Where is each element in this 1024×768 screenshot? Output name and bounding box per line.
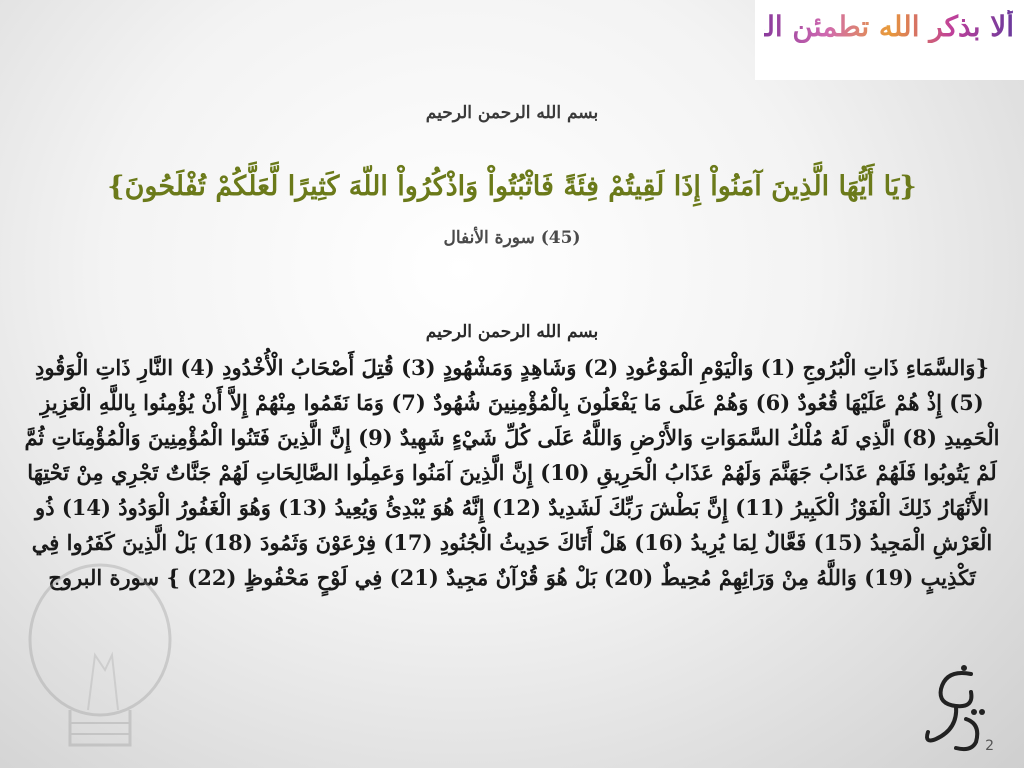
surah-text: {وَالسَّمَاءِ ذَاتِ الْبُرُوجِ (1) وَالْيَوْمِ الْمَوْعُودِ (2) وَشَاهِدٍ وَمَشْهُودٍ (3) قُتِلَ أَصْحَابُ الْأُخْدُودِ (4) النَّارِ ذَاتِ الْوَقُودِ (5) إِذْ هُمْ عَلَيْهَا قُعُودٌ (6) وَهُمْ عَلَى مَا يَفْعَلُونَ بِالْمُؤْمِنِينَ شُهُودٌ (7) وَمَا نَقَمُوا مِنْهُمْ إِلاَّ أَنْ يُؤْمِنُوا بِاللَّهِ الْعَزِيزِ الْحَمِيدِ (8) الَّذِي لَهُ مُلْكُ السَّمَوَاتِ وَالأَرْضِ وَاللَّهُ عَلَى كُلِّ شَيْءٍ شَهِيدٌ (9) إِنَّ الَّذِينَ فَتَنُوا الْمُؤْمِنِينَ وَالْمُؤْمِنَاتِ ثُمَّ لَمْ يَتُوبُوا فَلَهُمْ عَذَابُ جَهَنَّمَ وَلَهُمْ عَذَابُ الْحَرِيقِ (10) إِنَّ الَّذِينَ آمَنُوا وَعَمِلُوا الصَّالِحَاتِ لَهُمْ جَنَّاتٌ تَجْرِي مِنْ تَحْتِهَا الأَنْهَارُ ذَلِكَ الْفَوْزُ الْكَبِيرُ (11) إِنَّ بَطْشَ رَبِّكَ لَشَدِيدٌ (12) إِنَّهُ هُوَ يُبْدِئُ وَيُعِيدُ (13) وَهُوَ الْغَفُورُ الْوَدُودُ (14) ذُو الْعَرْشِ الْمَجِيدُ (15) فَعَّالٌ لِمَا يُرِيدُ (16) هَلْ أَتَاكَ حَدِيثُ الْجُنُودِ (17) فِرْعَوْنَ وَثَمُودَ (18) بَلْ الَّذِينَ كَفَرُوا فِي تَكْذِيبٍ (19) وَاللَّهُ مِنْ وَرَائِهِمْ مُحِيطٌ (20) بَلْ هُوَ قُرْآنٌ مَجِيدٌ (21) فِي لَوْحٍ مَحْفُوظٍ (22) } سورة البروج [24, 355, 1000, 590]
lightbulb-icon [0, 560, 220, 768]
verse-reference: (45) سورة الأنفال [443, 228, 581, 248]
header-logo [702, 0, 1024, 80]
logo-calligraphy: ألا بذكر الله تطمئن القلوب [702, 10, 1014, 43]
basmala-heading-2: بسم الله الرحمن الرحيم [425, 322, 599, 342]
featured-verse: {يَا أَيُّهَا الَّذِينَ آمَنُواْ إِذَا لَقِيتُمْ فِئَةً فَاثْبُتُواْ وَاذْكُرُواْ اللّهَ كَثِيرًا لَّعَلَّكُمْ تُفْلَحُونَ} [107, 171, 917, 202]
gaza-calligraphy-icon [916, 664, 996, 754]
basmala-heading: بسم الله الرحمن الرحيم [425, 103, 599, 123]
page-number: 2 [985, 738, 994, 754]
